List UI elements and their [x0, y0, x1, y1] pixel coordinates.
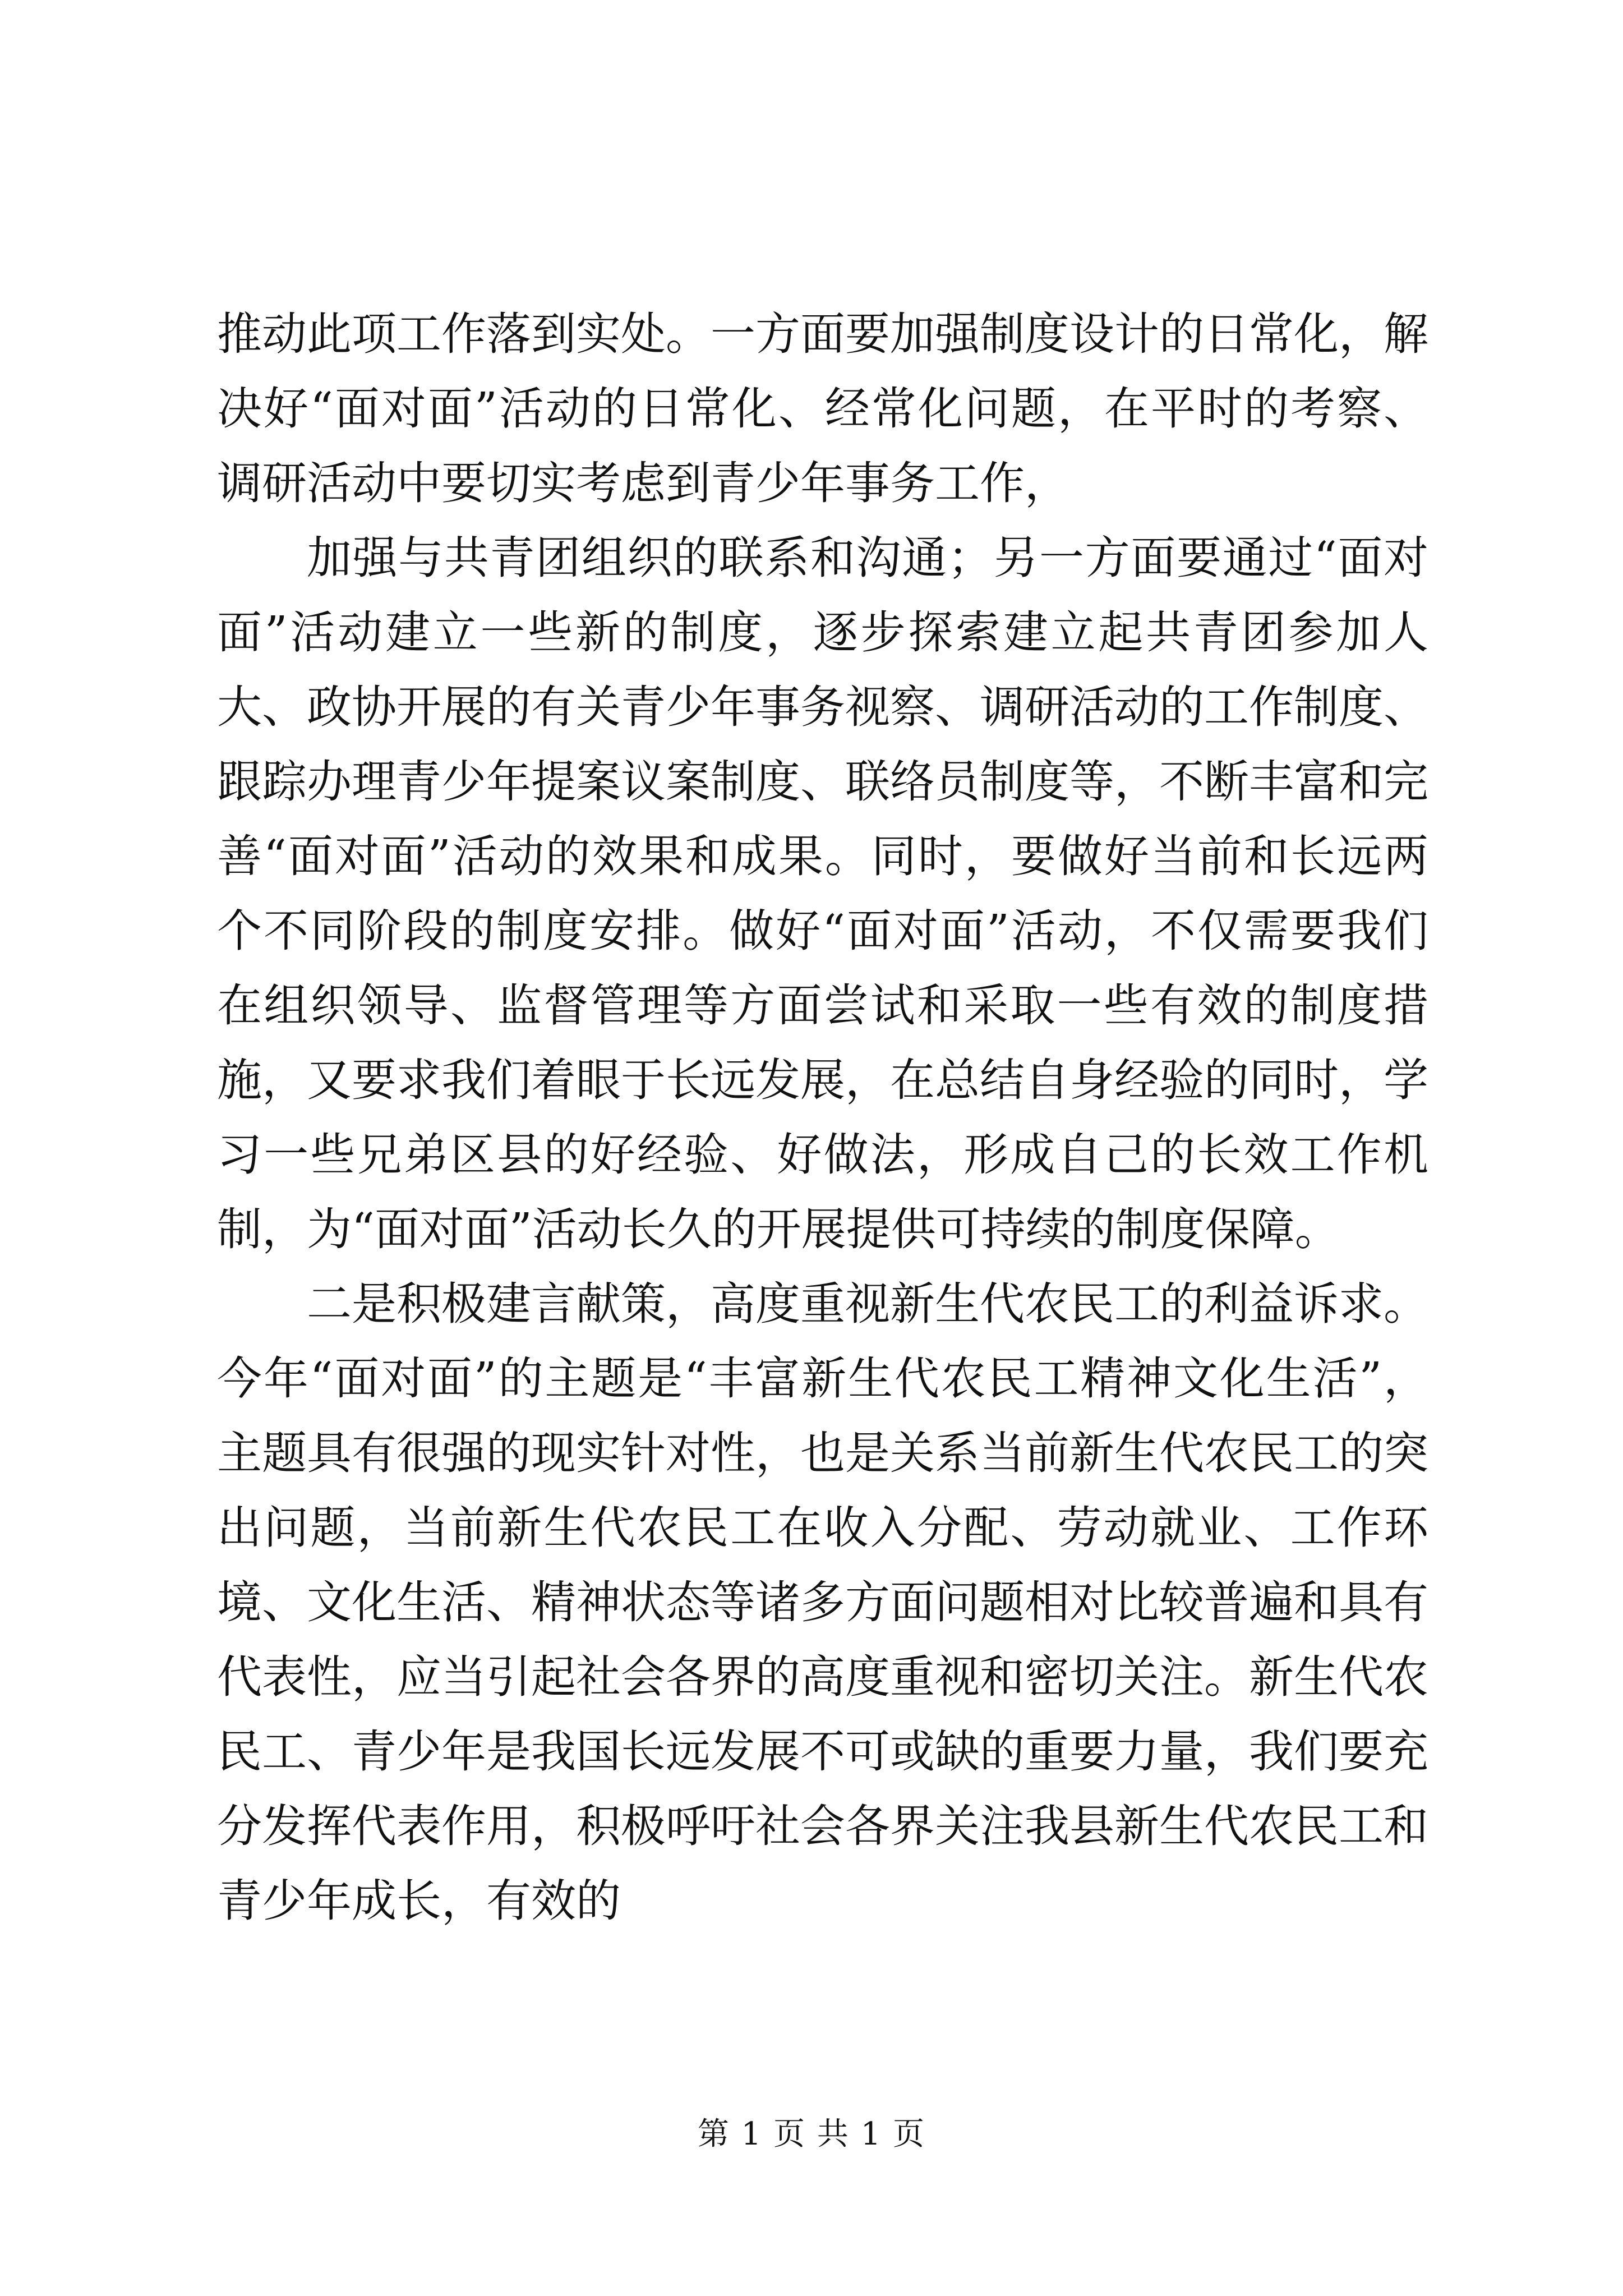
- document-body: [217, 297, 1428, 1938]
- page-number-footer: 第 1 页 共 1 页: [697, 2116, 926, 2152]
- paragraph-2: 加强与共青团组织的联系和沟通；另一方面要通过“面对面”活动建立一些新的制度，逐步探索建立起共青团参加人大、政协开展的有关青少年事务视察、调研活动的工作制度、跟踪办理青少年提案议案制度、联络员制度等，不断丰富和完善“面对面”活动的效果和成果。同时，要做好当前和长远两个不同阶段的制度安排。做好“面对面”活动，不仅需要我们在组织领导、监督管理等方面尝试和采取一些有效的制度措施，又要求我们着眼于长远发展，在总结自身经验的同时，学习一些兄弟区县的好经验、好做法，形成自己的长效工作机制，为“面对面”活动长久的开展提供可持续的制度保障。: [217, 532, 1428, 1255]
- paragraph-3: 二是积极建言献策，高度重视新生代农民工的利益诉求。今年“面对面”的主题是“丰富新生代农民工精神文化生活”，主题具有很强的现实针对性，也是关系当前新生代农民工的突出问题，当前新生代农民工在收入分配、劳动就业、工作环境、文化生活、精神状态等诸多方面问题相对比较普遍和具有代表性，应当引起社会各界的高度重视和密切关注。新生代农民工、青少年是我国长远发展不可或缺的重要力量，我们要充分发挥代表作用，积极呼吁社会各界关注我县新生代农民工和青少年成长，有效的: [217, 1278, 1428, 1927]
- paragraph-1: 推动此项工作落到实处。一方面要加强制度设计的日常化，解决好“面对面”活动的日常化、经常化问题，在平时的考察、调研活动中要切实考虑到青少年事务工作，: [217, 308, 1428, 509]
